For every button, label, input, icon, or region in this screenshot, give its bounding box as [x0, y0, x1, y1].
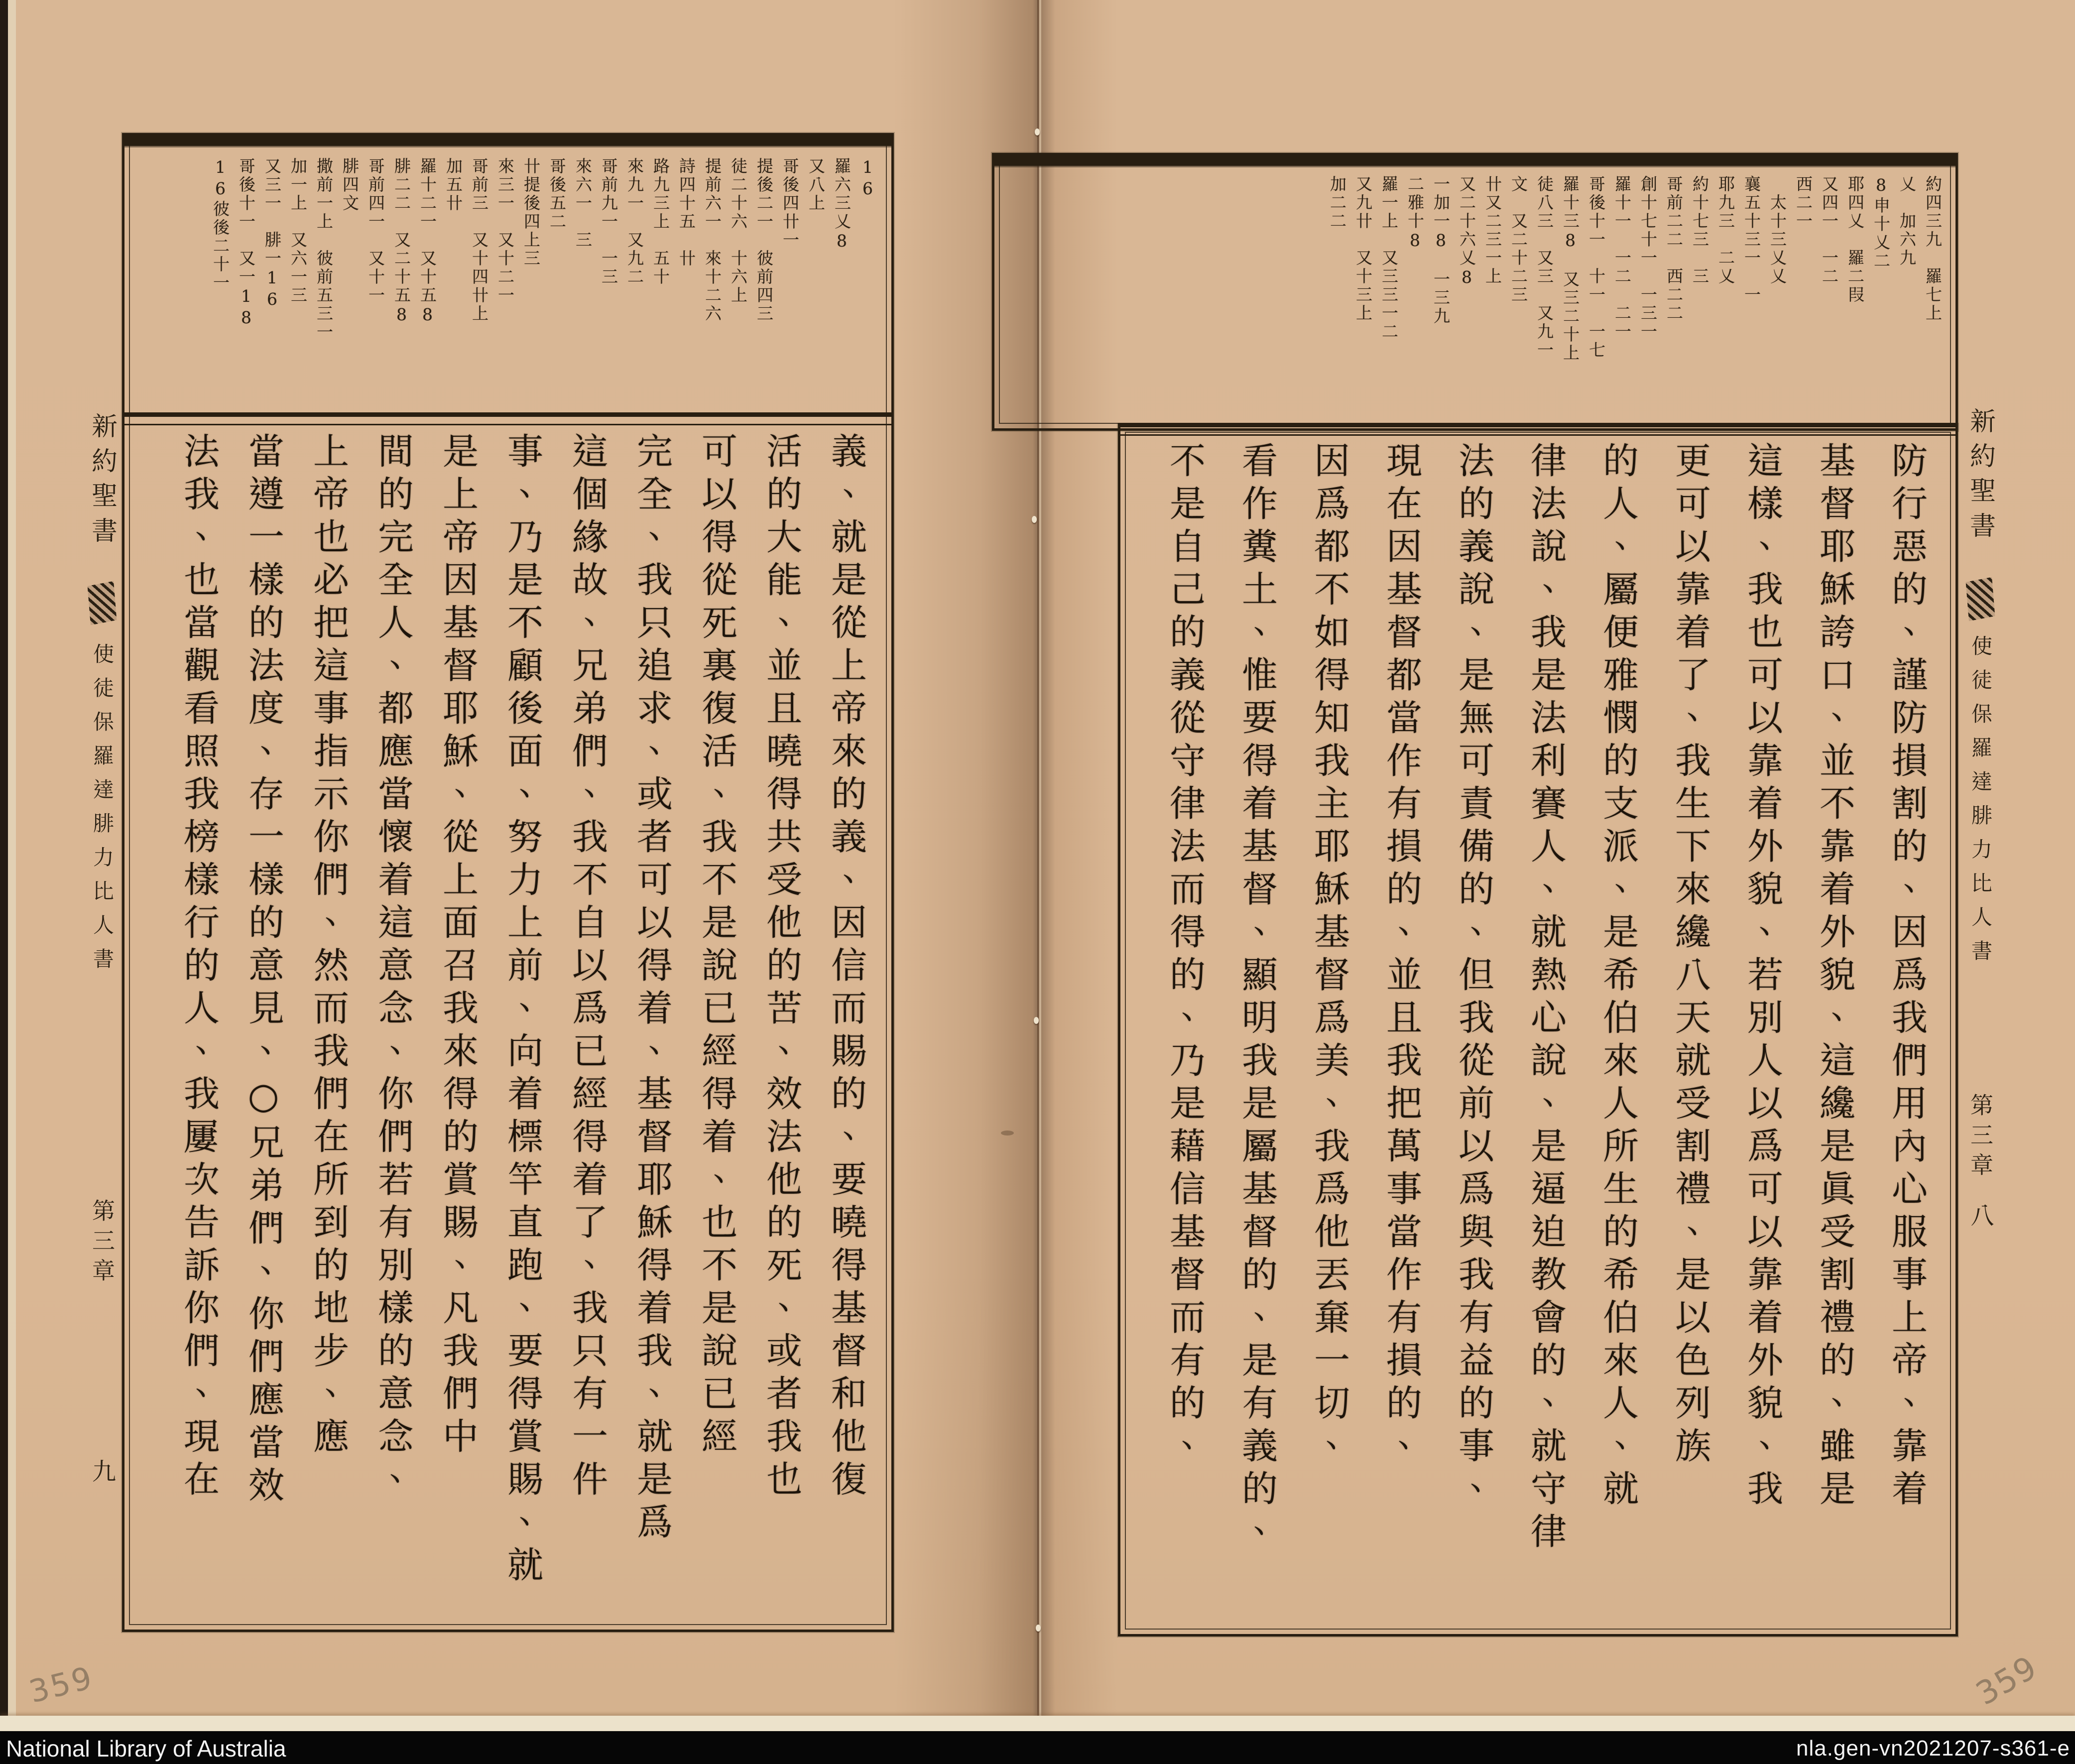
left-margin-page-number: 九: [88, 1459, 116, 1483]
right-page-margin-strip: [1958, 133, 2003, 1632]
annotation-column: 哥前九一 一三: [599, 157, 618, 286]
annotation-column: 襄五十三一 一: [1742, 175, 1761, 304]
annotation-column: 羅十三8 又三二十上: [1561, 175, 1580, 363]
page-bottom-edge: [0, 1716, 2075, 1731]
annotation-column: 哥前四一 又十一: [366, 157, 385, 305]
right-page-column: 防行惡的、謹防損割的、因爲我們用內心服事上帝、靠着: [1886, 442, 1928, 1512]
right-margin-page-number: 八: [1966, 1203, 1994, 1227]
annotation-column: 提前六一 來十二六: [703, 157, 722, 323]
image-id-label: nla.gen-vn2021207-s361-e: [1796, 1736, 2070, 1761]
left-page-margin-strip: [80, 133, 124, 1632]
annotation-column: 來六一 三: [573, 157, 593, 250]
left-page-main-text: [131, 432, 878, 1611]
right-page-top-border: [992, 153, 1958, 166]
left-page-frame: [122, 133, 894, 1632]
annotation-column: 加一上 又六一三: [288, 157, 308, 305]
annotation-column: 來三一 又十二一: [495, 157, 515, 305]
left-page-column: 活的大能、並且曉得共受他的苦、效法他的死、或者我也: [760, 432, 802, 1503]
annotation-column: 哥後十一 又一18: [237, 157, 256, 329]
right-page-band-frame: [992, 153, 1958, 431]
annotation-column: 16: [858, 157, 877, 200]
right-page-band-rule: [1118, 423, 1958, 436]
left-page-column: 間的完全人、都應當懷着這意念、你們若有別樣的意念、: [372, 432, 414, 1503]
right-page-column: 不是自己的義從守律法而得的、乃是藉信基督而有的、: [1164, 442, 1206, 1470]
stitch-hole: [1036, 1625, 1041, 1632]
right-page-column: 更可以靠着了、我生下來纔八天就受割禮、是以色列族: [1669, 442, 1711, 1470]
left-page-top-border: [122, 133, 894, 146]
annotation-column: 哥前二二 西二二: [1664, 175, 1684, 323]
ink-smudge: [1001, 1131, 1014, 1135]
right-page-column: 因爲都不如得知我主耶穌基督爲美、我爲他丟棄一切、: [1308, 442, 1350, 1470]
scan-edge-shadow: [0, 0, 8, 1764]
left-page-column: 當遵一樣的法度、存一樣的意見、○兄弟們、你們應當效: [243, 432, 284, 1509]
annotation-column: 文 又二十二三: [1509, 175, 1528, 304]
handwritten-page-number-right: 359: [1970, 1648, 2044, 1713]
left-page-column: 完全、我只追求、或者可以得着、基督耶穌得着我、就是爲: [631, 432, 673, 1546]
left-margin-chapter: 第三章: [89, 1199, 116, 1288]
left-margin-testament-title: 新約聖書: [87, 412, 117, 552]
margin-ornament-icon: [1963, 572, 1997, 627]
annotation-column: 又三一 腓一16: [262, 157, 282, 311]
annotation-column: 加五卄: [444, 157, 463, 213]
annotation-column: 來九一 又九二: [625, 157, 644, 286]
stitch-hole: [1032, 516, 1037, 523]
stitch-hole: [1034, 1017, 1039, 1024]
left-margin-book-title: 使徒保羅達腓力比人書: [90, 643, 115, 982]
left-page-column: 這個緣故、兄弟們、我不自以爲已經得着了、我只有一件: [566, 432, 608, 1503]
annotation-column: 路九三上 五十: [651, 157, 670, 286]
annotation-column: 耶九三 二乂: [1716, 175, 1735, 286]
library-label: National Library of Australia: [6, 1736, 286, 1762]
left-page-column: 事、乃是不顧後面、努力上前、向着標竿直跑、要得賞賜、就: [501, 432, 543, 1589]
annotation-column: 腓四文: [340, 157, 360, 213]
annotation-column: 徒二十六 十六上: [729, 157, 748, 305]
left-page-column: 可以得從死裏復活、我不是說已經得着、也不是說已經: [696, 432, 737, 1460]
right-page-column: 律法說、我是法利賽人、就熱心說、是逼迫教會的、就守律: [1525, 442, 1567, 1555]
right-page-reference-band: [1001, 175, 1946, 412]
annotation-column: 創十七十一 一三一: [1638, 175, 1658, 341]
stitch-hole: [1035, 128, 1040, 135]
left-page-column: 法我、也當觀看照我榜樣行的人、我屢次告訴你們、現在: [178, 432, 220, 1503]
annotation-column: 撒前一上 彼前五三一: [314, 157, 334, 342]
annotation-column: 太十三乂乂: [1768, 175, 1787, 286]
annotation-column: 哥後五二: [547, 157, 567, 231]
annotation-column: 一加一8 一三九: [1431, 175, 1451, 326]
handwritten-page-number-left: 359: [25, 1659, 98, 1710]
right-page-frame: [1118, 424, 1958, 1637]
right-page-column: 看作糞土、惟要得着基督、顯明我是屬基督的、是有義的、: [1236, 442, 1278, 1555]
annotation-column: 又二十六乂8: [1457, 175, 1476, 289]
annotation-column: 又八上: [806, 157, 826, 213]
annotation-column: 二雅十8: [1405, 175, 1425, 252]
annotation-column: 卄又二三一上: [1483, 175, 1502, 286]
margin-ornament-icon: [85, 576, 119, 630]
right-page-column: 的人、屬便雅憫的支派、是希伯來人所生的希伯來人、就: [1597, 442, 1639, 1512]
right-page-column: 這樣、我也可以靠着外貌、若別人以爲可以靠着外貌、我: [1741, 442, 1783, 1512]
annotation-column: 乂 加六九: [1897, 175, 1917, 267]
annotation-column: 8申十乂二: [1871, 175, 1891, 270]
right-margin-chapter: 第三章: [1967, 1093, 1994, 1183]
annotation-column: 徒八三 又三 又九一: [1535, 175, 1554, 360]
annotation-column: 哥後十一 十一 一七: [1587, 175, 1606, 360]
annotation-column: 又九卄 又十三上: [1353, 175, 1373, 323]
annotation-column: 約四三九 羅七上: [1923, 175, 1943, 323]
right-margin-testament-title: 新約聖書: [1965, 407, 1995, 547]
right-page-column: 基督耶穌誇口、並不靠着外貌、這纔是眞受割禮的、雖是: [1814, 442, 1855, 1512]
annotation-column: 羅十一 一二 二一: [1612, 175, 1632, 341]
annotation-column: 提後二一 彼前四三: [754, 157, 774, 323]
annotation-column: 卄提後四上三: [521, 157, 541, 268]
annotation-column: 哥前三 又十四卄上: [470, 157, 489, 323]
annotation-column: 羅六三乂8: [832, 157, 852, 252]
left-page-column: 是上帝因基督耶穌、從上面召我來得的賞賜、凡我們中: [437, 432, 479, 1460]
left-page-column: 上帝也必把這事指示你們、然而我們在所到的地步、應: [307, 432, 349, 1460]
left-page-band-rule: [124, 412, 891, 425]
annotation-column: 16彼後二十一: [211, 157, 230, 292]
annotation-column: 羅一上 又三三一二: [1379, 175, 1399, 341]
left-page-reference-band: [132, 157, 880, 406]
annotation-column: 羅十二一 又十五8: [418, 157, 437, 326]
annotation-column: 加二二: [1328, 175, 1347, 231]
annotation-column: 又四一 一二: [1820, 175, 1839, 286]
right-page-main-text: [1128, 442, 1943, 1616]
annotation-column: 哥後四卄一: [780, 157, 800, 250]
left-page-column: 義、就是從上帝來的義、因信而賜的、要曉得基督和他復: [825, 432, 867, 1503]
digitization-info-bar: [0, 1731, 2075, 1764]
right-page-column: 現在因基督都當作有損的、並且我把萬事當作有損的、: [1380, 442, 1422, 1470]
right-page-column: 法的義說、是無可責備的、但我從前以爲與我有益的事、: [1453, 442, 1494, 1512]
annotation-column: 西二一: [1794, 175, 1813, 231]
annotation-column: 耶四乂 羅二叚: [1845, 175, 1865, 304]
page-edge-sliver: [8, 0, 16, 1764]
annotation-column: 詩四十五 卄: [677, 157, 696, 268]
annotation-column: 約十七三 三: [1690, 175, 1709, 286]
annotation-column: 腓二二 又二十五8: [392, 157, 411, 326]
right-margin-book-title: 使徒保羅達腓力比人書: [1968, 635, 1993, 974]
